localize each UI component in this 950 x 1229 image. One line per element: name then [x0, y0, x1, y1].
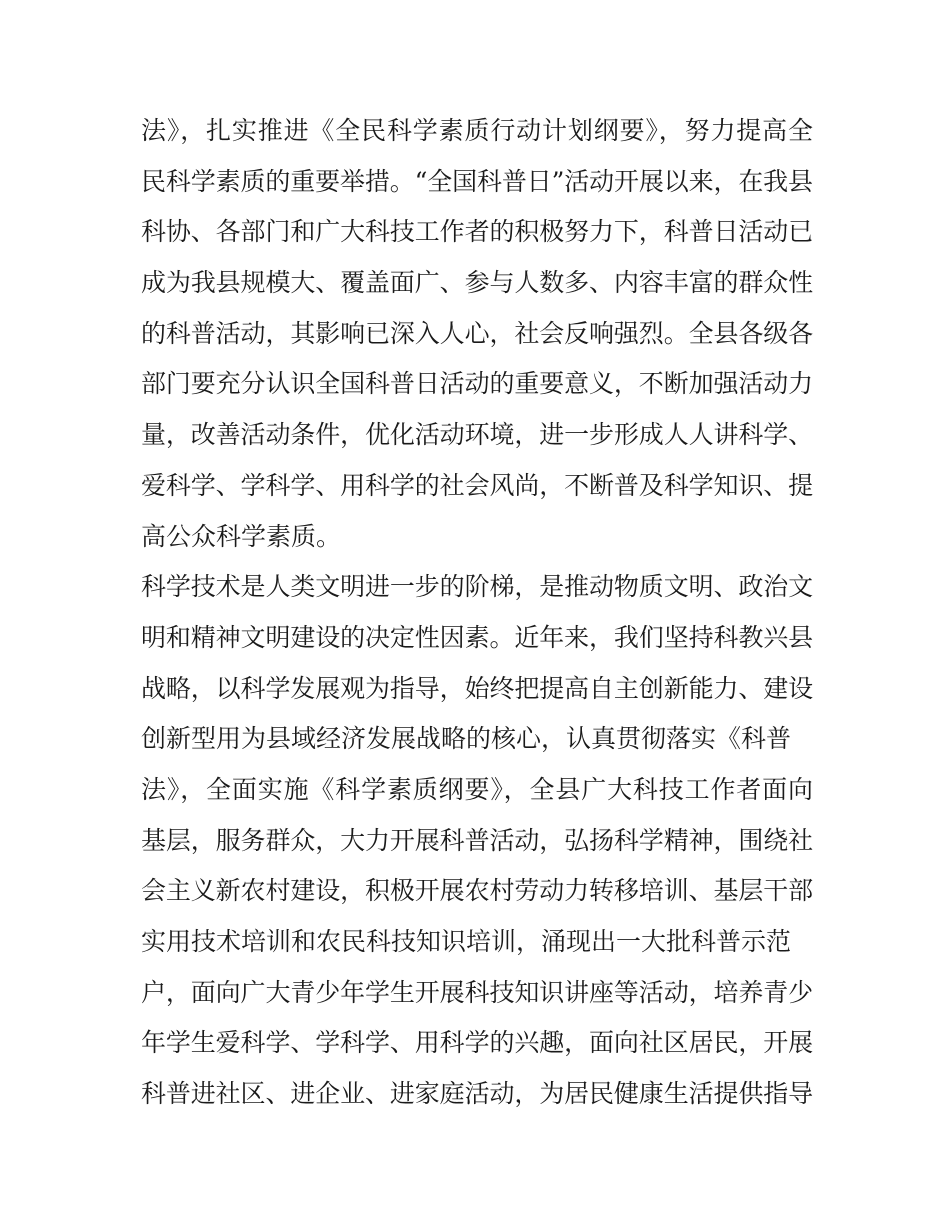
- text-line: 法》，扎实推进《全民科学素质行动计划纲要》，努力提高全: [141, 116, 813, 145]
- text-line: 民科学素质的重要举措。“全国科普日”活动开展以来，在我县: [141, 166, 813, 196]
- text-line: 成为我县规模大、覆盖面广、参与人数多、内容丰富的群众性: [141, 268, 814, 298]
- text-line: 科协、各部门和广大科技工作者的积极努力下，科普日活动已: [141, 217, 814, 247]
- body-text: [141, 106, 813, 1120]
- text-line: 户，面向广大青少年学生开展科技知识讲座等活动，培养青少: [141, 977, 814, 1007]
- text-line: 法》，全面实施《科学素质纲要》，全县广大科技工作者面向: [141, 774, 813, 804]
- text-line: 科普进社区、进企业、进家庭活动，为居民健康生活提供指导: [141, 1079, 814, 1109]
- text-line: 明和精神文明建设的决定性因素。近年来，我们坚持科教兴县: [141, 622, 814, 652]
- text-line: 年学生爱科学、学科学、用科学的兴趣，面向社区居民，开展: [141, 1028, 814, 1058]
- text-line: 部门要充分认识全国科普日活动的重要意义，不断加强活动力: [141, 369, 814, 399]
- text-line: 会主义新农村建设，积极开展农村劳动力转移培训、基层干部: [141, 876, 814, 906]
- text-line: 实用技术培训和农民科技知识培训，涌现出一大批科普示范: [141, 927, 792, 956]
- text-line: 创新型用为县域经济发展战略的核心，认真贯彻落实《科普: [141, 724, 792, 754]
- text-line: 爱科学、学科学、用科学的社会风尚，不断普及科学知识、提: [141, 470, 814, 500]
- text-line: 科学技术是人类文明进一步的阶梯，是推动物质文明、政治文: [141, 572, 814, 602]
- text-line: 高公众科学素质。: [141, 521, 342, 551]
- text-line: 战略，以科学发展观为指导，始终把提高自主创新能力、建设: [141, 673, 814, 703]
- text-line: 基层，服务群众，大力开展科普活动，弘扬科学精神，围绕社: [141, 825, 814, 855]
- text-line: 的科普活动，其影响已深入人心，社会反响强烈。全县各级各: [141, 318, 814, 348]
- text-line: 量，改善活动条件，优化活动环境，进一步形成人人讲科学、: [141, 420, 814, 450]
